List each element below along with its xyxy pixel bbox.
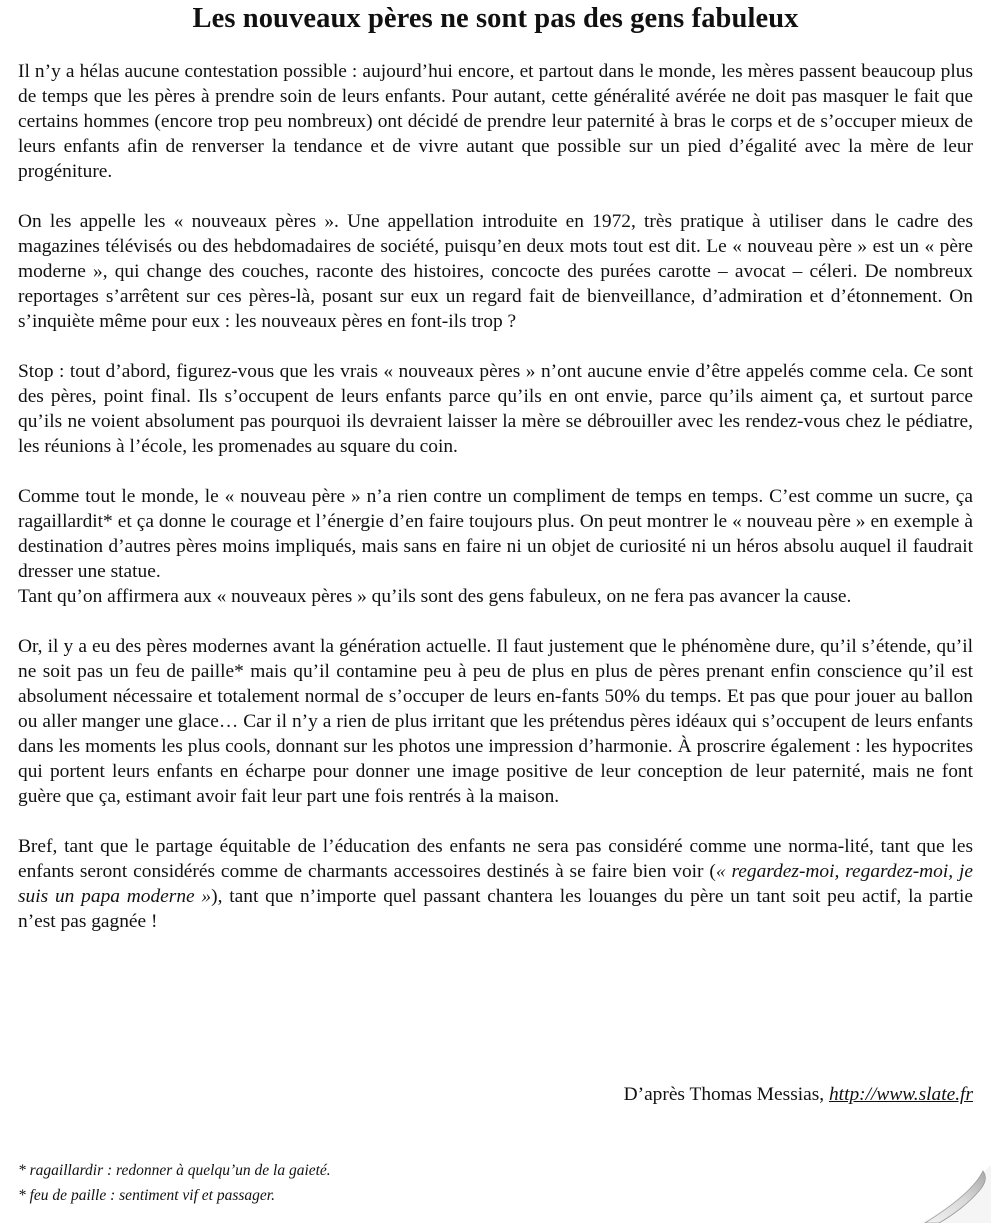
paragraph-3: Stop : tout d’abord, figurez-vous que les vrais « nouveaux pères » n’ont aucune envie d’être appelés comme cela. Ce sont des pères, point final. Ils s’occupent de leurs enfants parce qu’ils en ont envie, parce qu’ils aiment ça, et surtout parce qu’ils ne voient absolument pas pourquoi ils devraient laisser la mère se débrouiller avec les rendez-vous chez le pédiatre, les réunions à l’école, les promenades au square du coin.: [18, 361, 973, 457]
paragraph-7-end: ), tant que n’importe quel passant chantera les louanges du père un tant soit peu actif, la partie n’est pas gagnée !: [18, 886, 974, 932]
footnotes: [18, 1158, 331, 1208]
article-title: Les nouveaux pères ne sont pas des gens fabuleux: [192, 3, 799, 34]
paragraph-1: Il n’y a hélas aucune contestation possible : aujourd’hui encore, et partout dans le monde, les mères passent beaucoup plus de temps que les pères à prendre soin de leurs enfants. Pour autant, cette généralité avérée ne doit pas masquer le fait que certains hommes (encore trop peu nombreux) ont décidé de prendre leur paternité à bras le corps et de s’occuper mieux de leurs enfants afin de renverser la tendance et de vivre autant que possible sur un pied d’égalité avec la mère de leur progéniture.: [18, 61, 973, 182]
paragraph-5: Tant qu’on affirmera aux « nouveaux pères » qu’ils sont des gens fabuleux, on ne fera pas avancer la cause.: [18, 586, 852, 607]
article-body: [18, 59, 973, 959]
paragraph-6: Or, il y a eu des pères modernes avant la génération actuelle. Il faut justement que le phénomène dure, qu’il s’étende, qu’il ne soit pas un feu de paille* mais qu’il contamine peu à peu de plus en plus de pères prenant enfin conscience qu’il est absolument nécessaire et totalement normal de s’occuper de leurs en-fants 50% du temps. Et pas que pour jouer au ballon ou aller manger une glace… Car il n’y a rien de plus irritant que les prétendus pères idéaux qui s’occupent de leurs enfants dans les moments les plus cools, donnant sur les photos une impression d’harmonie. À proscrire également : les hypocrites qui portent leurs enfants en écharpe pour donner une image positive de leur conception de leur paternité, mais ne font guère que ça, estimant avoir fait leur part une fois rentrés à la maison.: [18, 636, 973, 807]
source-link[interactable]: http://www.slate.fr: [828, 1084, 973, 1105]
paragraph-7: [18, 834, 973, 934]
footnote-feu-de-paille: * feu de paille : sentiment vif et passager.: [18, 1187, 275, 1204]
footnote-ragaillardir: * ragaillardir : redonner à quelqu’un de la gaieté.: [18, 1162, 331, 1179]
paragraph-7-start: Bref, tant que le partage équitable de l’éducation des enfants ne sera pas considéré comme une norma-lité, tant que les enfants seront considérés comme de charmants accessoires destinés à se faire bien voir (: [18, 836, 973, 882]
attribution: [624, 1082, 973, 1107]
attribution-author: D’après Thomas Messias,: [623, 1084, 829, 1105]
paragraph-2: On les appelle les « nouveaux pères ». Une appellation introduite en 1972, très pratique à utiliser dans le cadre des magazines télévisés ou des hebdomadaires de société, puisqu’en deux mots tout est dit. Le « nouveau père » est un « père moderne », qui change des couches, raconte des histoires, concocte des purées carotte – avocat – céleri. De nombreux reportages s’arrêtent sur ces pères-là, posant sur eux un regard fait de bienveillance, d’admiration et d’étonnement. On s’inquiète même pour eux : les nouveaux pères en font-ils trop ?: [18, 211, 973, 332]
paragraph-4: Comme tout le monde, le « nouveau père » n’a rien contre un compliment de temps en temps. C’est comme un sucre, ça ragaillardit* et ça donne le courage et l’énergie d’en faire toujours plus. On peut montrer le « nouveau père » en exemple à destination d’autres pères moins impliqués, mais sans en faire ni un objet de curiosité ni un héros absolu auquel il faudrait dresser une statue.: [18, 486, 973, 582]
paragraph-7-quote: « regardez-moi, regardez-moi, je suis un papa moderne »: [18, 861, 973, 907]
page-curl-icon: [891, 1163, 991, 1223]
